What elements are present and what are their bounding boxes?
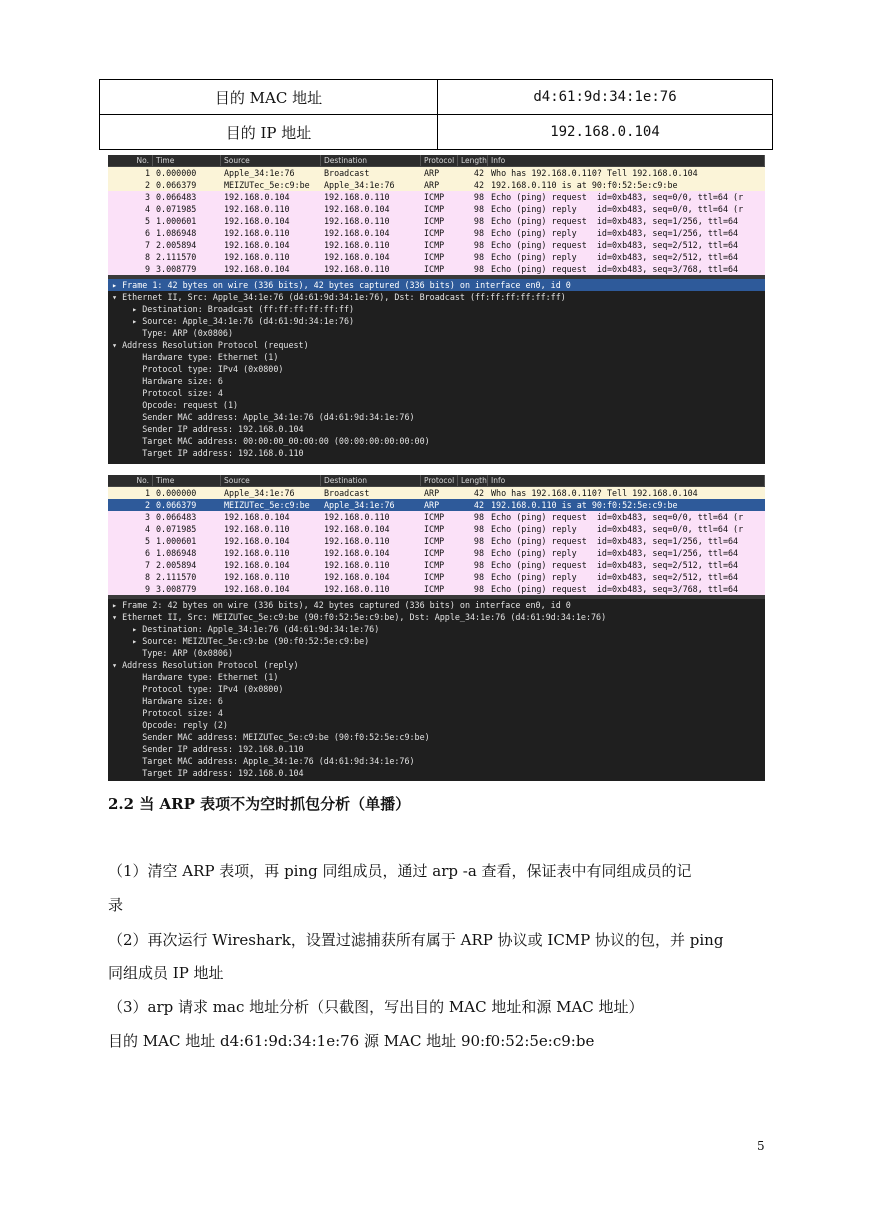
packet-cell-no: 4 [144, 204, 150, 214]
packet-cell-no: 7 [144, 560, 150, 570]
packet-cell-no: 3 [144, 512, 150, 522]
packet-cell-info: Echo (ping) request id=0xb483, seq=1/256, ttl=64 [491, 216, 739, 226]
table-cell-label: 目的 MAC 地址 [100, 80, 438, 115]
packet-cell-dst: Broadcast [324, 168, 370, 178]
column-header[interactable]: Length [458, 475, 488, 486]
column-header[interactable]: Length [458, 155, 488, 166]
packet-list-header [108, 475, 765, 487]
packet-cell-time: 0.000000 [156, 168, 197, 178]
detail-line[interactable]: ▾ Ethernet II, Src: Apple_34:1e:76 (d4:61:9d:34:1e:76), Dst: Broadcast (ff:ff:ff:ff:ff:ff) [112, 292, 566, 302]
packet-cell-proto: ICMP [424, 204, 445, 214]
detail-line[interactable]: Target IP address: 192.168.0.104 [112, 768, 304, 778]
packet-cell-proto: ICMP [424, 264, 445, 274]
packet-cell-time: 0.066379 [156, 180, 197, 190]
detail-line[interactable]: ▸ Destination: Broadcast (ff:ff:ff:ff:ff:ff) [112, 304, 355, 314]
packet-cell-time: 2.111570 [156, 572, 197, 582]
packet-cell-len: 98 [473, 584, 484, 594]
packet-cell-info: Echo (ping) reply id=0xb483, seq=1/256, ttl=64 [491, 548, 739, 558]
packet-cell-no: 4 [144, 524, 150, 534]
packet-cell-time: 1.086948 [156, 548, 197, 558]
column-header[interactable]: No. [108, 155, 153, 166]
packet-cell-proto: ARP [424, 168, 440, 178]
packet-cell-len: 98 [473, 572, 484, 582]
packet-list-header [108, 155, 765, 167]
wireshark-capture-request [108, 155, 765, 464]
column-header[interactable]: Time [153, 475, 221, 486]
packet-cell-dst: Apple_34:1e:76 [324, 500, 395, 510]
packet-cell-len: 98 [473, 512, 484, 522]
packet-cell-proto: ICMP [424, 536, 445, 546]
column-header[interactable]: Destination [321, 155, 421, 166]
packet-cell-len: 98 [473, 228, 484, 238]
detail-line[interactable]: Sender IP address: 192.168.0.110 [112, 744, 304, 754]
table-row [100, 115, 773, 150]
packet-row[interactable] [108, 547, 765, 559]
packet-cell-time: 2.005894 [156, 240, 197, 250]
packet-cell-src: MEIZUTec_5e:c9:be [224, 180, 310, 190]
packet-cell-info: 192.168.0.110 is at 90:f0:52:5e:c9:be [491, 180, 678, 190]
packet-cell-src: 192.168.0.110 [224, 524, 290, 534]
packet-cell-len: 98 [473, 536, 484, 546]
packet-row[interactable] [108, 535, 765, 547]
packet-cell-dst: 192.168.0.110 [324, 560, 390, 570]
packet-row[interactable] [108, 167, 765, 179]
packet-cell-len: 42 [473, 500, 484, 510]
packet-row[interactable] [108, 227, 765, 239]
detail-line[interactable]: ▸ Frame 1: 42 bytes on wire (336 bits), 42 bytes captured (336 bits) on interface en0, id 0 [108, 279, 765, 291]
packet-cell-dst: 192.168.0.104 [324, 524, 390, 534]
packet-row[interactable] [108, 215, 765, 227]
detail-line[interactable]: Target IP address: 192.168.0.110 [112, 448, 304, 458]
detail-line[interactable]: Sender MAC address: MEIZUTec_5e:c9:be (90:f0:52:5e:c9:be) [112, 732, 430, 742]
packet-cell-len: 42 [473, 180, 484, 190]
detail-line[interactable]: Hardware size: 6 [112, 696, 223, 706]
packet-cell-proto: ICMP [424, 584, 445, 594]
packet-cell-no: 2 [144, 180, 150, 190]
section-heading: 2.2 当 ARP 表项不为空时抓包分析（单播） [108, 795, 411, 813]
paragraph-step2: （2）再次运行 Wireshark，设置过滤捕获所有属于 ARP 协议或 ICMP 协议的包，并 ping [108, 931, 724, 949]
column-header[interactable]: Source [221, 475, 321, 486]
detail-line[interactable]: Hardware size: 6 [112, 376, 223, 386]
packet-cell-time: 0.066483 [156, 192, 197, 202]
packet-cell-proto: ICMP [424, 512, 445, 522]
packet-cell-proto: ICMP [424, 240, 445, 250]
packet-cell-len: 98 [473, 548, 484, 558]
table-row [100, 80, 773, 115]
packet-cell-time: 1.086948 [156, 228, 197, 238]
detail-line[interactable]: ▸ Source: MEIZUTec_5e:c9:be (90:f0:52:5e:c9:be) [112, 636, 370, 646]
packet-cell-info: Echo (ping) request id=0xb483, seq=0/0, ttl=64 (r [491, 192, 744, 202]
packet-cell-no: 5 [144, 536, 150, 546]
packet-cell-src: MEIZUTec_5e:c9:be [224, 500, 310, 510]
packet-cell-proto: ICMP [424, 548, 445, 558]
detail-line[interactable]: Protocol type: IPv4 (0x0800) [112, 364, 284, 374]
packet-cell-time: 2.005894 [156, 560, 197, 570]
packet-cell-len: 98 [473, 216, 484, 226]
packet-cell-dst: 192.168.0.110 [324, 192, 390, 202]
packet-cell-no: 5 [144, 216, 150, 226]
packet-cell-dst: 192.168.0.110 [324, 584, 390, 594]
column-header[interactable]: No. [108, 475, 153, 486]
mac-ip-table [99, 79, 773, 150]
packet-cell-dst: 192.168.0.104 [324, 548, 390, 558]
packet-cell-time: 3.008779 [156, 264, 197, 274]
detail-line[interactable]: Target MAC address: 00:00:00_00:00:00 (00:00:00:00:00:00) [112, 436, 430, 446]
detail-line[interactable]: Hardware type: Ethernet (1) [112, 352, 279, 362]
packet-cell-time: 2.111570 [156, 252, 197, 262]
column-header[interactable]: Info [488, 475, 765, 486]
packet-cell-dst: 192.168.0.110 [324, 240, 390, 250]
packet-cell-proto: ICMP [424, 560, 445, 570]
column-header[interactable]: Destination [321, 475, 421, 486]
packet-cell-time: 1.000601 [156, 536, 197, 546]
paragraph-step3: （3）arp 请求 mac 地址分析（只截图，写出目的 MAC 地址和源 MAC 地址） [108, 998, 644, 1016]
packet-cell-no: 9 [144, 584, 150, 594]
wireshark-capture-reply [108, 475, 765, 781]
column-header[interactable]: Time [153, 155, 221, 166]
packet-cell-len: 42 [473, 488, 484, 498]
packet-cell-src: 192.168.0.110 [224, 228, 290, 238]
packet-row[interactable] [108, 251, 765, 263]
column-header[interactable]: Source [221, 155, 321, 166]
detail-line[interactable]: Type: ARP (0x0806) [112, 328, 234, 338]
answer-mac-addresses: 目的 MAC 地址 d4:61:9d:34:1e:76 源 MAC 地址 90:f0:52:5e:c9:be [108, 1032, 595, 1050]
packet-row[interactable] [108, 571, 765, 583]
packet-row[interactable] [108, 179, 765, 191]
packet-row[interactable] [108, 487, 765, 499]
packet-cell-time: 0.071985 [156, 204, 197, 214]
packet-cell-time: 0.071985 [156, 524, 197, 534]
packet-cell-info: Echo (ping) reply id=0xb483, seq=0/0, ttl=64 (r [491, 204, 744, 214]
packet-cell-time: 0.066483 [156, 512, 197, 522]
packet-cell-len: 98 [473, 524, 484, 534]
detail-line[interactable]: ▸ Destination: Apple_34:1e:76 (d4:61:9d:34:1e:76) [112, 624, 380, 634]
detail-line[interactable]: Type: ARP (0x0806) [112, 648, 234, 658]
packet-cell-no: 9 [144, 264, 150, 274]
detail-line[interactable]: ▸ Source: Apple_34:1e:76 (d4:61:9d:34:1e:76) [112, 316, 355, 326]
packet-cell-len: 98 [473, 560, 484, 570]
packet-cell-info: 192.168.0.110 is at 90:f0:52:5e:c9:be [491, 500, 678, 510]
packet-cell-src: 192.168.0.110 [224, 572, 290, 582]
packet-details-tree [108, 599, 765, 779]
table-cell-value: d4:61:9d:34:1e:76 [438, 80, 773, 115]
packet-cell-proto: ICMP [424, 228, 445, 238]
packet-cell-proto: ICMP [424, 216, 445, 226]
packet-cell-len: 98 [473, 240, 484, 250]
detail-line[interactable]: Protocol size: 4 [112, 388, 223, 398]
packet-cell-no: 8 [144, 252, 150, 262]
packet-cell-dst: 192.168.0.104 [324, 252, 390, 262]
packet-row[interactable] [108, 191, 765, 203]
column-header[interactable]: Info [488, 155, 765, 166]
packet-cell-dst: 192.168.0.104 [324, 204, 390, 214]
detail-line[interactable]: Hardware type: Ethernet (1) [112, 672, 279, 682]
packet-cell-time: 0.066379 [156, 500, 197, 510]
packet-cell-info: Echo (ping) reply id=0xb483, seq=0/0, ttl=64 (r [491, 524, 744, 534]
packet-cell-src: 192.168.0.104 [224, 536, 290, 546]
packet-cell-proto: ARP [424, 180, 440, 190]
packet-cell-info: Echo (ping) request id=0xb483, seq=3/768, ttl=64 [491, 584, 739, 594]
packet-cell-src: 192.168.0.104 [224, 584, 290, 594]
packet-cell-time: 3.008779 [156, 584, 197, 594]
packet-cell-src: 192.168.0.110 [224, 204, 290, 214]
packet-cell-proto: ICMP [424, 192, 445, 202]
packet-row[interactable] [108, 511, 765, 523]
table-cell-value: 192.168.0.104 [438, 115, 773, 150]
packet-row[interactable] [108, 263, 765, 275]
packet-cell-dst: 192.168.0.110 [324, 264, 390, 274]
packet-cell-proto: ICMP [424, 252, 445, 262]
packet-cell-info: Echo (ping) request id=0xb483, seq=0/0, ttl=64 (r [491, 512, 744, 522]
packet-cell-src: 192.168.0.110 [224, 252, 290, 262]
packet-cell-info: Who has 192.168.0.110? Tell 192.168.0.104 [491, 488, 698, 498]
paragraph-step2-cont: 同组成员 IP 地址 [108, 964, 224, 982]
packet-cell-dst: 192.168.0.110 [324, 536, 390, 546]
packet-cell-len: 42 [473, 168, 484, 178]
packet-cell-src: 192.168.0.104 [224, 192, 290, 202]
packet-row[interactable] [108, 583, 765, 595]
column-header[interactable]: Protocol [421, 475, 458, 486]
detail-line[interactable]: ▾ Address Resolution Protocol (reply) [112, 660, 299, 670]
packet-cell-no: 6 [144, 228, 150, 238]
detail-line[interactable]: Sender MAC address: Apple_34:1e:76 (d4:61:9d:34:1e:76) [112, 412, 415, 422]
page-number: 5 [757, 1139, 765, 1153]
packet-cell-dst: Apple_34:1e:76 [324, 180, 395, 190]
detail-line[interactable]: Protocol type: IPv4 (0x0800) [112, 684, 284, 694]
detail-line[interactable]: ▾ Address Resolution Protocol (request) [112, 340, 309, 350]
packet-cell-src: 192.168.0.104 [224, 264, 290, 274]
packet-row[interactable] [108, 499, 765, 511]
packet-cell-info: Echo (ping) reply id=0xb483, seq=1/256, ttl=64 [491, 228, 739, 238]
detail-line[interactable]: Target MAC address: Apple_34:1e:76 (d4:61:9d:34:1e:76) [112, 756, 415, 766]
packet-row[interactable] [108, 523, 765, 535]
packet-cell-info: Who has 192.168.0.110? Tell 192.168.0.104 [491, 168, 698, 178]
packet-cell-len: 98 [473, 192, 484, 202]
packet-cell-dst: Broadcast [324, 488, 370, 498]
paragraph-step1: （1）清空 ARP 表项，再 ping 同组成员，通过 arp -a 查看，保证表中有同组成员的记 [108, 862, 692, 880]
packet-cell-len: 98 [473, 204, 484, 214]
detail-line[interactable]: ▸ Frame 2: 42 bytes on wire (336 bits), 42 bytes captured (336 bits) on interface en0, id 0 [112, 600, 571, 610]
detail-line[interactable]: Opcode: reply (2) [112, 720, 228, 730]
packet-cell-proto: ICMP [424, 524, 445, 534]
packet-cell-no: 2 [144, 500, 150, 510]
packet-cell-info: Echo (ping) request id=0xb483, seq=2/512, ttl=64 [491, 560, 739, 570]
packet-cell-no: 8 [144, 572, 150, 582]
detail-line[interactable]: Opcode: request (1) [112, 400, 239, 410]
column-header[interactable]: Protocol [421, 155, 458, 166]
packet-cell-src: 192.168.0.104 [224, 560, 290, 570]
packet-cell-info: Echo (ping) reply id=0xb483, seq=2/512, ttl=64 [491, 572, 739, 582]
packet-cell-proto: ARP [424, 488, 440, 498]
packet-cell-info: Echo (ping) reply id=0xb483, seq=2/512, ttl=64 [491, 252, 739, 262]
packet-cell-len: 98 [473, 252, 484, 262]
table-cell-label: 目的 IP 地址 [100, 115, 438, 150]
detail-line[interactable]: ▾ Ethernet II, Src: MEIZUTec_5e:c9:be (90:f0:52:5e:c9:be), Dst: Apple_34:1e:76 (d4:61:9d:34:1e:76) [112, 612, 607, 622]
paragraph-step1-cont: 录 [108, 896, 124, 914]
packet-cell-no: 1 [144, 488, 150, 498]
packet-cell-src: 192.168.0.104 [224, 216, 290, 226]
packet-cell-time: 0.000000 [156, 488, 197, 498]
packet-cell-src: Apple_34:1e:76 [224, 168, 295, 178]
packet-cell-info: Echo (ping) request id=0xb483, seq=1/256, ttl=64 [491, 536, 739, 546]
packet-cell-no: 6 [144, 548, 150, 558]
packet-row[interactable] [108, 559, 765, 571]
packet-cell-info: Echo (ping) request id=0xb483, seq=3/768, ttl=64 [491, 264, 739, 274]
packet-cell-no: 7 [144, 240, 150, 250]
detail-line[interactable]: Sender IP address: 192.168.0.104 [112, 424, 304, 434]
detail-line[interactable]: Protocol size: 4 [112, 708, 223, 718]
packet-cell-no: 3 [144, 192, 150, 202]
packet-cell-src: 192.168.0.104 [224, 512, 290, 522]
packet-cell-dst: 192.168.0.104 [324, 228, 390, 238]
packet-cell-src: Apple_34:1e:76 [224, 488, 295, 498]
packet-cell-dst: 192.168.0.110 [324, 512, 390, 522]
packet-cell-dst: 192.168.0.110 [324, 216, 390, 226]
packet-cell-info: Echo (ping) request id=0xb483, seq=2/512, ttl=64 [491, 240, 739, 250]
packet-cell-no: 1 [144, 168, 150, 178]
packet-row[interactable] [108, 239, 765, 251]
packet-cell-proto: ARP [424, 500, 440, 510]
packet-cell-dst: 192.168.0.104 [324, 572, 390, 582]
packet-cell-src: 192.168.0.104 [224, 240, 290, 250]
packet-cell-proto: ICMP [424, 572, 445, 582]
packet-row[interactable] [108, 203, 765, 215]
packet-cell-time: 1.000601 [156, 216, 197, 226]
packet-cell-src: 192.168.0.110 [224, 548, 290, 558]
packet-details-tree [108, 279, 765, 459]
packet-cell-len: 98 [473, 264, 484, 274]
